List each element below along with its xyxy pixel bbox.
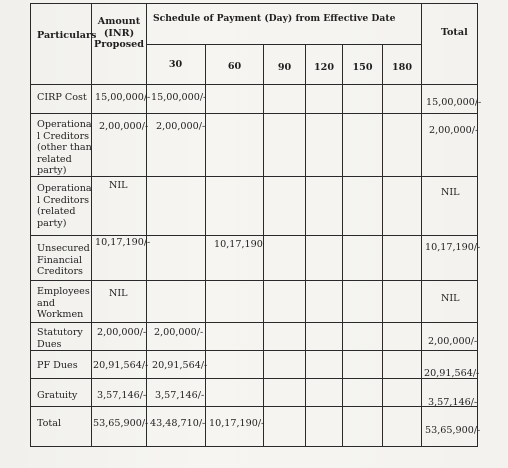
row-border: [30, 378, 478, 379]
row-day60: 10,17,190: [214, 239, 263, 250]
row-total: 15,00,000/-: [426, 97, 482, 108]
row-total: 2,00,000/-: [428, 336, 478, 347]
header-day-180: 180: [391, 62, 413, 73]
row-particular: PF Dues: [37, 360, 78, 371]
row-border: [30, 446, 478, 447]
row-total: 10,17,190/-: [425, 242, 481, 253]
column-border: [477, 3, 478, 447]
row-day30: 43,48,710/-: [150, 418, 206, 429]
row-border: [30, 280, 478, 281]
column-border: [263, 44, 264, 446]
row-total: 53,65,900/-: [425, 425, 481, 436]
row-amount: NIL: [109, 288, 128, 299]
column-border: [305, 44, 306, 446]
row-particular: Operationa l Creditors (related party): [37, 183, 92, 229]
row-amount: 20,91,564/-: [93, 360, 149, 371]
row-border: [30, 113, 478, 114]
header-day-30: 30: [168, 59, 183, 70]
row-total: NIL: [441, 187, 460, 198]
header-day-120: 120: [313, 62, 335, 73]
row-border: [30, 176, 478, 177]
row-day30: 3,57,146/-: [155, 390, 205, 401]
row-border: [30, 322, 478, 323]
row-particular: Employees and Workmen: [37, 286, 90, 320]
row-day30: 2,00,000/-: [154, 327, 204, 338]
row-amount: 53,65,900/-: [93, 418, 149, 429]
row-total: NIL: [441, 293, 460, 304]
row-total: 3,57,146/-: [428, 397, 478, 408]
row-amount: 10,17,190/-: [95, 237, 151, 248]
header-day-150: 150: [352, 62, 373, 73]
row-amount: 3,57,146/-: [97, 390, 147, 401]
column-border: [342, 44, 343, 446]
row-day30: 2,00,000/-: [156, 121, 206, 132]
column-border: [382, 44, 383, 446]
header-day-90: 90: [277, 62, 292, 73]
row-border: [30, 3, 478, 4]
column-border: [421, 3, 422, 447]
row-particular: Operationa l Creditors (other than related party): [37, 119, 92, 176]
row-particular: Total: [37, 418, 62, 429]
row-border: [30, 406, 478, 407]
row-total: 20,91,564/-: [424, 368, 480, 379]
header-total: Total: [441, 27, 468, 38]
row-amount: 15,00,000/-: [95, 92, 151, 103]
row-day60: 10,17,190/-: [209, 418, 265, 429]
header-particulars: Particulars: [37, 30, 97, 41]
row-day30: 20,91,564/-: [152, 360, 208, 371]
row-particular: Gratuity: [37, 390, 78, 401]
row-particular: Unsecured Financial Creditors: [37, 243, 90, 277]
row-border: [30, 84, 478, 85]
row-border: [30, 350, 478, 351]
row-amount: NIL: [109, 180, 128, 191]
header-amount: Amount (INR) Proposed: [94, 16, 144, 50]
row-border: [30, 235, 478, 236]
row-total: 2,00,000/-: [429, 125, 479, 136]
column-border: [205, 44, 206, 446]
row-day30: 15,00,000/-: [151, 92, 207, 103]
row-particular: Statutory Dues: [37, 327, 83, 350]
row-particular: CIRP Cost: [37, 92, 87, 103]
row-amount: 2,00,000/-: [97, 327, 147, 338]
column-border: [30, 3, 31, 447]
row-amount: 2,00,000/-: [99, 121, 149, 132]
header-schedule: Schedule of Payment (Day) from Effective Date: [153, 13, 396, 24]
header-day-60: 60: [227, 61, 242, 72]
row-border: [146, 44, 422, 45]
